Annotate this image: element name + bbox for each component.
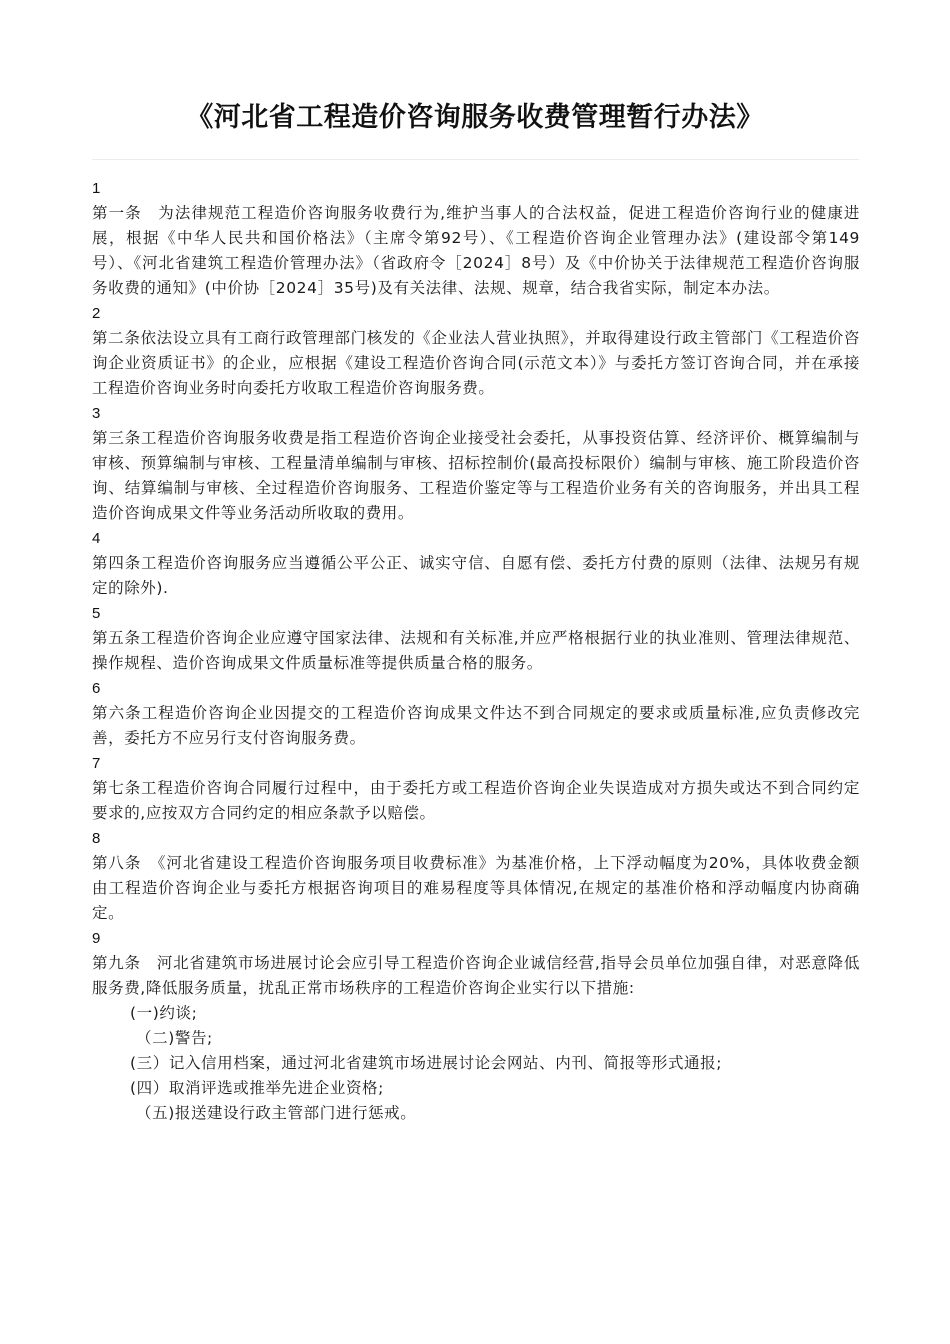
section-number: 5	[92, 605, 101, 622]
list-item: （二)警告;	[136, 1029, 213, 1047]
section-text: 第二条依法设立具有工商行政管理部门核发的《企业法人营业执照》，并取得建设行政主管部门《工程造价咨询企业资质证书》的企业，应根据《建设工程造价咨询合同(示范文本）》与委托方签订咨询合同，并在承接工程造价咨询业务时向委托方收取工程造价咨询服务费。	[92, 329, 860, 397]
section	[92, 176, 860, 301]
section-text: 第五条工程造价咨询企业应遵守国家法律、法规和有关标准,并应严格根据行业的执业准则、管理法律规范、操作规程、造价咨询成果文件质量标准等提供质量合格的服务。	[92, 629, 860, 672]
section	[92, 826, 860, 926]
section-text: 第六条工程造价咨询企业因提交的工程造价咨询成果文件达不到合同规定的要求或质量标准,应负责修改完善，委托方不应另行支付咨询服务费。	[92, 704, 860, 747]
section-text: 第一条 为法律规范工程造价咨询服务收费行为,维护当事人的合法权益，促进工程造价咨询行业的健康进展，根据《中华人民共和国价格法》（主席令第92号）、《工程造价咨询企业管理办法》(建设部令第149号）、《河北省建筑工程造价管理办法》（省政府令［2024］8号）及《中价协关于法律规范工程造价咨询服务收费的通知》(中价协［2024］35号)及有关法律、法规、规章，结合我省实际，制定本办法。	[92, 204, 860, 297]
section-number: 7	[92, 755, 101, 772]
section	[92, 926, 860, 1126]
list-item: (一)约谈;	[130, 1004, 198, 1022]
section-number: 9	[92, 930, 101, 947]
document-body	[92, 176, 860, 1126]
section	[92, 526, 860, 601]
section-text: 第四条工程造价咨询服务应当遵循公平公正、诚实守信、自愿有偿、委托方付费的原则（法律、法规另有规定的除外).	[92, 554, 860, 597]
section-number: 3	[92, 405, 101, 422]
list-item: （五)报送建设行政主管部门进行惩戒。	[136, 1104, 417, 1122]
section-text: 第七条工程造价咨询合同履行过程中，由于委托方或工程造价咨询企业失误造成对方损失或达不到合同约定要求的,应按双方合同约定的相应条款予以赔偿。	[92, 779, 860, 822]
section-number: 1	[92, 180, 101, 197]
section	[92, 401, 860, 526]
section-number: 8	[92, 830, 101, 847]
section-number: 2	[92, 305, 101, 322]
title-divider	[92, 159, 859, 160]
document-title: 《河北省工程造价咨询服务收费管理暂行办法》	[186, 102, 764, 133]
section-text: 第九条 河北省建筑市场进展讨论会应引导工程造价咨询企业诚信经营,指导会员单位加强自律，对恶意降低服务费,降低服务质量，扰乱正常市场秩序的工程造价咨询企业实行以下措施:	[92, 954, 860, 997]
section-number: 6	[92, 680, 101, 697]
section	[92, 301, 860, 401]
section	[92, 676, 860, 751]
list-item: (四）取消评选或推举先进企业资格;	[130, 1079, 384, 1097]
section	[92, 601, 860, 676]
section-number: 4	[92, 530, 101, 547]
section-text: 第八条 《河北省建设工程造价咨询服务项目收费标准》为基准价格，上下浮动幅度为20%，具体收费金额由工程造价咨询企业与委托方根据咨询项目的难易程度等具体情况,在规定的基准价格和浮动幅度内协商确定。	[92, 854, 860, 922]
measures-list	[92, 1001, 860, 1126]
list-item: (三）记入信用档案，通过河北省建筑市场进展讨论会网站、内刊、简报等形式通报;	[130, 1054, 723, 1072]
section-text: 第三条工程造价咨询服务收费是指工程造价咨询企业接受社会委托，从事投资估算、经济评价、概算编制与审核、预算编制与审核、工程量清单编制与审核、招标控制价(最高投标限价）编制与审核、施工阶段造价咨询、结算编制与审核、全过程造价咨询服务、工程造价鉴定等与工程造价业务有关的咨询服务，并出具工程造价咨询成果文件等业务活动所收取的费用。	[92, 429, 860, 522]
section	[92, 751, 860, 826]
